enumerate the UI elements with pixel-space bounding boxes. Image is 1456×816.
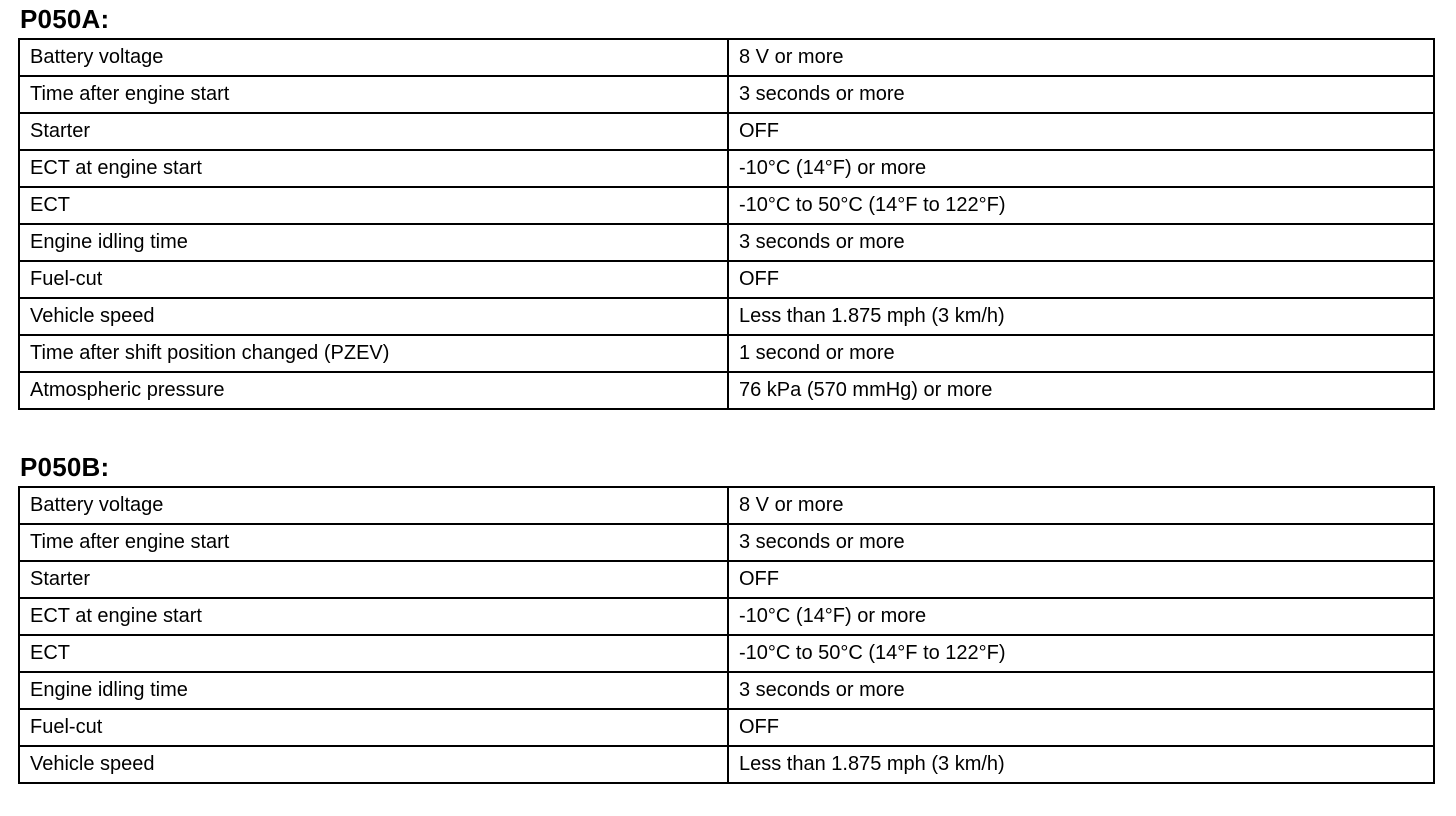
value-cell: OFF: [728, 709, 1434, 746]
table-row: [19, 224, 1434, 261]
parameter-cell: Fuel-cut: [19, 261, 728, 298]
value-cell: 3 seconds or more: [728, 524, 1434, 561]
conditions-table-p050b: [18, 486, 1435, 784]
parameter-cell: Vehicle speed: [19, 298, 728, 335]
parameter-cell: ECT at engine start: [19, 598, 728, 635]
table-row: [19, 746, 1434, 783]
table-row: [19, 39, 1434, 76]
value-cell: -10°C to 50°C (14°F to 122°F): [728, 635, 1434, 672]
parameter-cell: ECT: [19, 635, 728, 672]
value-cell: 3 seconds or more: [728, 672, 1434, 709]
table-row: [19, 261, 1434, 298]
table-row: [19, 672, 1434, 709]
parameter-cell: Engine idling time: [19, 224, 728, 261]
parameter-cell: Vehicle speed: [19, 746, 728, 783]
table-row: [19, 150, 1434, 187]
parameter-cell: Time after engine start: [19, 524, 728, 561]
table-row: [19, 335, 1434, 372]
value-cell: -10°C (14°F) or more: [728, 150, 1434, 187]
value-cell: Less than 1.875 mph (3 km/h): [728, 746, 1434, 783]
table-row: [19, 372, 1434, 409]
parameter-cell: Starter: [19, 561, 728, 598]
table-row: [19, 524, 1434, 561]
parameter-cell: ECT at engine start: [19, 150, 728, 187]
value-cell: OFF: [728, 261, 1434, 298]
section-title-p050a: P050A:: [20, 4, 110, 34]
value-cell: -10°C to 50°C (14°F to 122°F): [728, 187, 1434, 224]
parameter-cell: Time after shift position changed (PZEV): [19, 335, 728, 372]
parameter-cell: Time after engine start: [19, 76, 728, 113]
value-cell: OFF: [728, 561, 1434, 598]
value-cell: 8 V or more: [728, 39, 1434, 76]
table-row: [19, 76, 1434, 113]
parameter-cell: Battery voltage: [19, 39, 728, 76]
value-cell: 3 seconds or more: [728, 224, 1434, 261]
value-cell: 1 second or more: [728, 335, 1434, 372]
table-row: [19, 187, 1434, 224]
parameter-cell: Fuel-cut: [19, 709, 728, 746]
parameter-cell: Atmospheric pressure: [19, 372, 728, 409]
value-cell: 8 V or more: [728, 487, 1434, 524]
value-cell: OFF: [728, 113, 1434, 150]
table-row: [19, 635, 1434, 672]
parameter-cell: Engine idling time: [19, 672, 728, 709]
value-cell: Less than 1.875 mph (3 km/h): [728, 298, 1434, 335]
table-row: [19, 561, 1434, 598]
section-title-p050b: P050B:: [20, 452, 110, 482]
table-row: [19, 298, 1434, 335]
conditions-table-p050a: [18, 38, 1435, 410]
table-row: [19, 487, 1434, 524]
parameter-cell: Battery voltage: [19, 487, 728, 524]
value-cell: -10°C (14°F) or more: [728, 598, 1434, 635]
table-row: [19, 709, 1434, 746]
value-cell: 3 seconds or more: [728, 76, 1434, 113]
table-row: [19, 598, 1434, 635]
parameter-cell: Starter: [19, 113, 728, 150]
value-cell: 76 kPa (570 mmHg) or more: [728, 372, 1434, 409]
parameter-cell: ECT: [19, 187, 728, 224]
table-row: [19, 113, 1434, 150]
